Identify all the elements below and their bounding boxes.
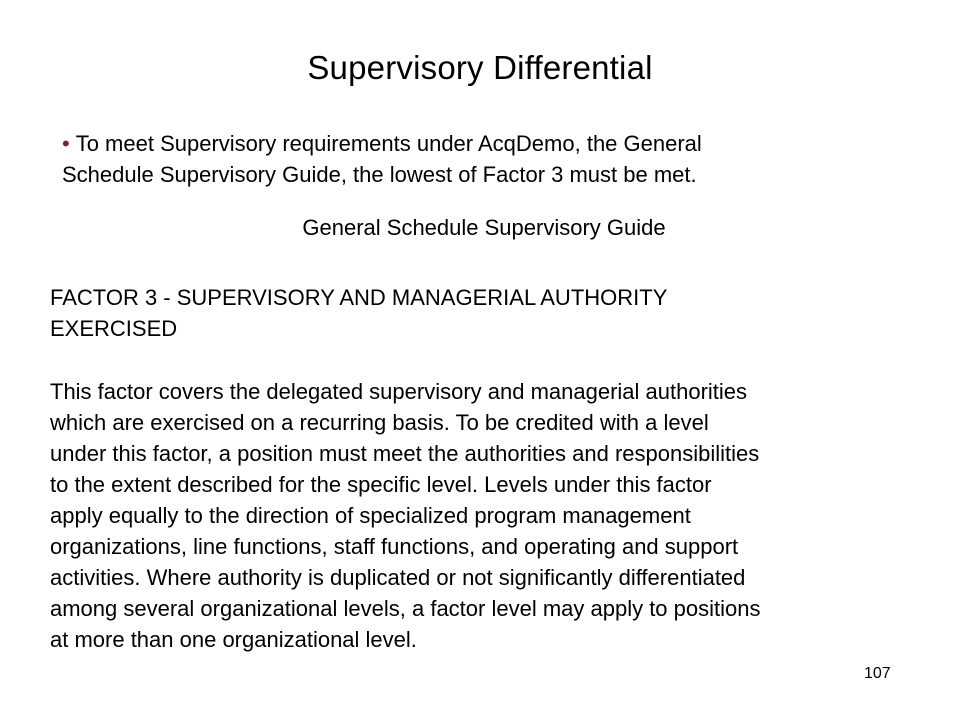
factor-body-paragraph <box>50 376 930 655</box>
factor-body-line: to the extent described for the specific level. Levels under this factor <box>50 472 712 497</box>
factor-body-line: This factor covers the delegated supervisory and managerial authorities <box>50 379 748 404</box>
bullet-text-line-1: To meet Supervisory requirements under AcqDemo, the General <box>75 131 702 156</box>
factor-body-line: apply equally to the direction of specialized program management <box>50 503 691 528</box>
guide-heading: General Schedule Supervisory Guide <box>302 215 666 240</box>
bullet-icon: • <box>62 131 70 156</box>
factor-body-line: activities. Where authority is duplicated or not significantly differentiated <box>50 565 746 590</box>
factor-body-line: which are exercised on a recurring basis. To be credited with a level <box>50 410 709 435</box>
factor-body-line: under this factor, a position must meet the authorities and responsibilities <box>50 441 760 466</box>
bullet-point <box>62 128 922 190</box>
factor-body-line: at more than one organizational level. <box>50 627 417 652</box>
bullet-line <box>62 128 922 159</box>
page-number: 107 <box>864 665 891 682</box>
factor-heading-line-1: FACTOR 3 - SUPERVISORY AND MANAGERIAL AUTHORITY <box>50 285 668 310</box>
slide-title: Supervisory Differential <box>307 49 653 86</box>
factor-body-line: among several organizational levels, a factor level may apply to positions <box>50 596 761 621</box>
factor-body-line: organizations, line functions, staff functions, and operating and support <box>50 534 739 559</box>
factor-heading-line-2: EXERCISED <box>50 316 178 341</box>
factor-heading <box>50 282 850 344</box>
bullet-text-line-2: Schedule Supervisory Guide, the lowest of Factor 3 must be met. <box>62 162 697 187</box>
